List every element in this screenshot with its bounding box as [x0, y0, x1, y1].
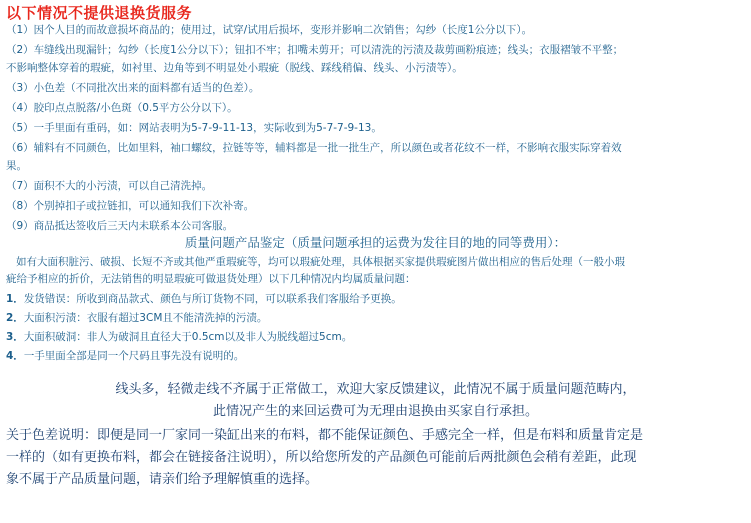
thread-note — [0, 380, 751, 422]
list-item: 不影响整体穿着的瑕疵，如衬里、边角等到不明显处小瑕疵（脱线、踩线稍偏、线头、小污渍等）。 — [6, 62, 463, 74]
item-text: 大面积污渍：衣服有超过3CM且不能清洗掉的污渍。 — [23, 312, 268, 324]
no-return-list — [6, 24, 746, 233]
item-number: 3． — [6, 331, 24, 343]
quality-section — [6, 256, 746, 363]
quality-item — [6, 331, 746, 344]
color-note-line: 象不属于产品质量问题，请亲们给予理解慎重的选择。 — [6, 472, 319, 487]
color-note-line: 一样的（如有更换布料，都会在链接备注说明），所以给您所发的产品颜色可能前后两批颜色会稍有差距，此现 — [6, 450, 637, 465]
list-item: （1）因个人目的而故意损坏商品的；使用过，试穿/试用后损坏，变形并影响二次销售；勾纱（长度1公分以下）。 — [6, 24, 533, 36]
item-number: 4． — [6, 350, 24, 362]
quality-item — [6, 350, 746, 363]
thread-note-line: 此情况产生的来回运费可为无理由退换由买家自行承担。 — [212, 404, 538, 419]
list-item: （6）辅料有不同颜色，比如里料，袖口螺纹，拉链等等，辅料都是一批一批生产，所以颜色或者花纹不一样，不影响衣服实际穿着效 — [6, 142, 622, 154]
item-text: 大面积破洞：非人为破洞且直径大于0.5cm以及非人为脱线超过5cm。 — [23, 331, 353, 343]
list-item: （8）个别掉扣子或拉链扣，可以通知我们下次补寄。 — [6, 200, 255, 212]
color-note-line: 关于色差说明：即便是同一厂家同一染缸出来的布料，都不能保证颜色、手感完全一样，但是布料和质量肯定是 — [6, 428, 644, 443]
list-item: （7）面积不大的小污渍，可以自己清洗掉。 — [6, 180, 213, 192]
list-item: 果。 — [6, 160, 27, 172]
page-title: 以下情况不提供退换货服务 — [6, 4, 193, 22]
color-note — [6, 426, 748, 490]
list-item: （4）胶印点点脱落/小色斑（0.5平方公分以下）。 — [6, 102, 238, 114]
quality-item — [6, 293, 746, 306]
item-number: 1． — [6, 293, 24, 305]
quality-intro: 疵给予相应的折价，无法销售的明显瑕疵可做退货处理）以下几种情况内均属质量问题： — [6, 273, 416, 285]
list-item: （9）商品抵达签收后三天内未联系本公司客服。 — [6, 220, 234, 232]
quality-intro: 如有大面积脏污、破损、长短不齐或其他严重瑕疵等，均可以瑕疵处理，具体根据买家提供瑕疵图片做出相应的售后处理（一般小瑕 — [16, 256, 625, 268]
item-text: 发货错误：所收到商品款式、颜色与所订货物不同，可以联系我们客服给予更换。 — [23, 293, 402, 305]
item-text: 一手里面全部是同一个尺码且事先没有说明的。 — [23, 350, 245, 362]
list-item: （3）小色差（不同批次出来的面料都有适当的色差）。 — [6, 82, 260, 94]
list-item: （2）车缝线出现漏针；勾纱（长度1公分以下）；钮扣不牢；扣嘴未剪开；可以清洗的污渍及裁剪画粉痕迹；线头；衣服褶皱不平整； — [6, 44, 624, 56]
quality-item — [6, 312, 746, 325]
quality-heading: 质量问题产品鉴定（质量问题承担的运费为发往目的地的同等费用）： — [184, 235, 567, 250]
list-item: （5）一手里面有重码，如：网站表明为5-7-9-11-13，实际收到为5-7-7-9-13。 — [6, 122, 382, 134]
item-number: 2． — [6, 312, 24, 324]
thread-note-line: 线头多，轻微走线不齐属于正常做工，欢迎大家反馈建议，此情况不属于质量问题范畴内， — [115, 382, 636, 397]
